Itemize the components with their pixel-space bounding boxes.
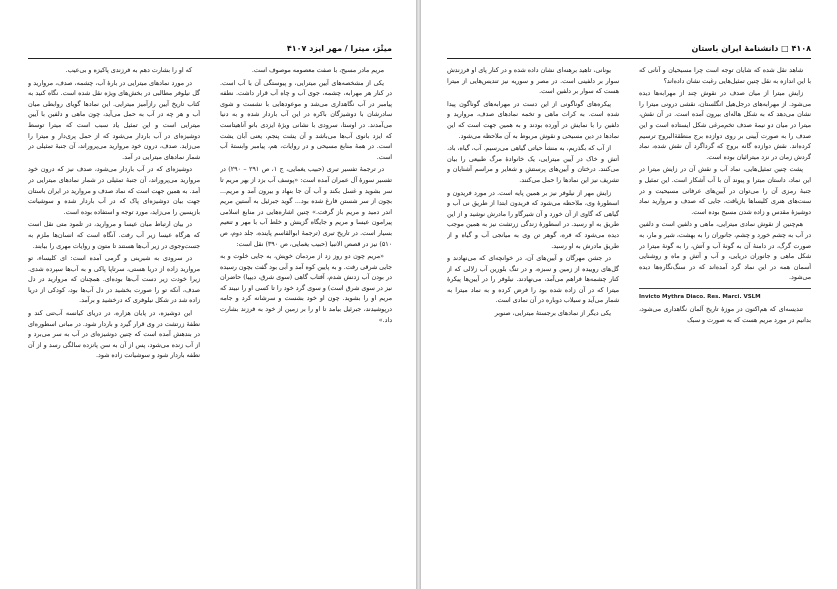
left-page-left-column	[28, 66, 200, 565]
paragraph: دوشیزه‌ای که در آب باردار می‌شود، صدف نیز که درون خود مروارید می‌پروراند، آن جنبهٔ تمثیلی در شمار نمادهای میترایی در آمد. به همین جهت است که نماد صدف و مروارید در ایران باستان جهت بیان دوشیزه‌ای پاک که در آب باردار شده و سوشیانت بازپسین را می‌زاید، مورد توجه و استفاده بوده است.	[28, 166, 200, 216]
paragraph: زایش میترا از میان صدف در نقوش چند از مهرابه‌ها دیده می‌شود. از مهرابه‌های درجل‌هیل انگلستان، نقشی درونی میترا را نشان می‌دهد که به شکل هاله‌ای بیرون آمده است. در آن نقش، میترا در میان دو نیمهٔ صدف تخم‌مرغی شکل ایستاده است و این صدف را به صورت آیینی بر روی دوازده برج منطقة‌البروج ترسیم کرده‌اند. نقش دوازده گانه بروج که گرداگرد آن نقش شده، نماد گردش زمان در نزد میترائیان بوده است.	[639, 90, 811, 161]
paragraph: در سرودی به شیرینی و گرمی آمده است: ای کلیساء، تو مروارید زاده از دریا هستی، سرتاپا پاکی و به آب‌ها سپرده شدی. زیرا خودت زیر دست آب‌ها بوده‌ای. همچنان که مروارید در دل صدف، آنکه تو را صورت بخشید در دل آب‌ها بود، کودکی از دریا زاده شد در شکل نیلوفری که درخشید و برآمد.	[28, 255, 200, 305]
paragraph: یکی از مشخصه‌های آیین میترایی، و پیوستگی آن با آب است. در کنار هر مهرابه، چشمه، جوی آب و چاه آب قرار داشت. نطفه پیامبر در آب نگاهداری می‌شد و موعودهایی با نشست و شوی سادرشان با دوشیزگان باکره در این آب باردار شده و به دنیا می‌آمدند. در اوستا، سرودی با نشانی ویژهٔ ایزدی بانو آناهیتاست که ایزد بانوی آب‌ها می‌باشد و آن یشت پنجم، یعنی آبان یشت است. در همهٔ منابع مسیحی و در روایات، هم، پیامبر وابستهٔ آب است.	[220, 79, 392, 161]
paragraph: یکی دیگر از نمادهای برجستهٔ میترایی، صنوبر	[494, 310, 611, 318]
left-page	[0, 0, 416, 589]
right-page-right-column	[639, 66, 811, 565]
paragraph: پیکره‌های گوناگونی از این دست در مهرابه‌های گوناگون پیدا شده است. به کرات ماهی و تخمه نمادهای صدف، مروارید و دلفین را با نمایش در آورده بودند و به همین جهت است که این نمادها در دین مسیحی و نقوش مربوط به آن ملاحظه می‌شود.	[447, 100, 619, 140]
caption-rule	[639, 288, 811, 289]
inscription-caption: Invicto Mythra Diaco. Res. Marci. VSLM	[639, 293, 761, 300]
paragraph: شاهد نقل شده که شایان توجه است چرا مسیحیان و آنانی که با این اندازه به نقل چنین تمثیل‌هایی رغبت نشان داده‌اند؟	[639, 67, 811, 85]
paragraph: مریم مادر مسیح، با صفت معصومه موصوف است.	[251, 67, 384, 74]
paragraph: از آب که بگذریم، به منشأ حیاتی گیاهی می‌رسیم. آب، گیاه، باد، آتش و خاک در آیین میترایی، یک خانوادهٔ مرگ طبیعی را بیان می‌کنند. درختان و آیین‌های پرستش و شعایر و مراسم آشنایان و تشریف نیز این نمادها را حمل می‌کنند.	[447, 145, 619, 184]
paragraph: در بیان ارتباط میان عیسا و مروارید، در تلمود متی نقل است که هرگاه عیسا زیر آب رفت. آنگاه است که انسان‌ها ملزم به جست‌وجوی در زیر آب‌ها هستند تا متون و روایات مهری را بیابند.	[28, 221, 200, 250]
paragraph: پشت چنین تمثیل‌هایی، نماد آب و نقش آن در زایش میترا در این نماد، داستان میترا و پیوند آن با آب آشکار است. این تمثیل و جنبهٔ رمزی آن را می‌توان در آیین‌های عرفانی مسیحیت و در سنت‌های هنری کلیساها بازیافت، جایی که صدف و مروارید نماد دوشیزهٔ مقدس و زاده شدن مسیح بوده است.	[639, 166, 811, 216]
right-page	[421, 0, 837, 589]
paragraph: که او را بشارت دهم به فرزندی پاکیزه و بی‌عیب.	[65, 67, 192, 74]
paragraph: در مورد نمادهای میترایی در بارهٔ آب، چشمه، صدف، مروارید و گل نیلوفر مطالبی در بخش‌های ویژه نقل شده است. نگاه کنید به کتاب تاریخ آیین رازآمیز میترایی. این نمادها گویای روابطی میان آب و هر چه در آب به حمل می‌آید، چون ماهی و دلفین با آیین میترایی است و این تمثیل یاد سبب است که میترا توسط دوشیزه‌ای در آب باردار می‌شود که از حمل پری‌دار و میترا را می‌زاید. صدف، درون خود مروارید می‌پروراند، آن جنبهٔ تمثیلی در شمار نمادهای میترایی در آمد.	[28, 79, 200, 161]
right-running-head: ۴۱۰۸ □ دانشنامهٔ ایران باستان	[691, 44, 811, 53]
left-running-head: میتْرَ، میترا / مهر ایزد ۴۱۰۷	[286, 44, 392, 53]
paragraph: یونانی، تاهید برهنه‌ای نشان داده شده و در کنار پای او فرزندش سوار بر دلفینی است. در مصر و سوریه نیز تندیس‌هایی از میترا هست که سوار بر دلفین است.	[447, 67, 619, 96]
paragraph: «مریم چون دو روز زد از مردمان خویش، به جایی خلوت و به جایی شرقی رفت. و به پایین کوه آمد و آبی بود گفت بچون رسیده در بودن آب زدنش شدم، آفتاب گاهی (سوی شرق، دیپیا) حاضران نیز در سوی شرق است) و سوی گرد خود را تا کسی او را نبیند که مریم او را بشوید. چون او خود بشست و سرشانه کرد و جامه درپوشیدند، جبرئیل بیامد تا او را بر زمین از خود به فرزند بشارت داد.»	[220, 253, 392, 324]
paragraph: در جشن مهرگان و آیین‌های آن، در خوانچه‌ای که می‌نهادند و گل‌های روییده از زمین و سبزه، و در تنگ بلورین آب زلالی که از کنار چشمه‌ها فراهم می‌آمد، می‌نهادند. نیلوفر را در آیین‌ها پیکرهٔ میترا که در آن زاده شده بود را فرض کرده و به نماد میترا به شمار می‌آید و سیلاب دوباره در آن نمادی است.	[447, 255, 619, 305]
paragraph: در ترجمهٔ تفسیر تبری (حبیب یغمایی، ج ۱، ص ۲۹۱ – ۲۹۰) در تفسیر سورهٔ آل عمران آمده است: «پوسف آب بزد از بهر مریم تا سر بشوید و غسل بکند و آب آن جا بنهاد و بیرون آمد و مریم... بچون از سر شستن فارغ شده بود... گوید جبرئیل به آستین مریم اندر دمید و مریم باز گرفت.» چنین اشاره‌هایی در منابع اسلامی پیرامون عیسا و مریم و جایگاه گزینش و خلط آب با مهر و تنعیم بسیار است. در تاریخ تبری (ترجمهٔ ابوالقاسم پاینده، جلد دوم، ص ۵۱۰) نیز در قصص الانبیا (حبیب یغمایی، ص ۳۹۰) نقل است:	[220, 166, 392, 248]
right-page-left-column	[447, 66, 619, 565]
paragraph: زایش مهر از نیلوفر نیز بر همین پایه است. در مورد فریدون و اسطورهٔ وی، ملاحظه می‌شود که فریدون ابتدا از طریق نی آب و گیاهی که گاوی از آن خورد و آن شیرگاو را مادرش نوشید و از این طریق به او رسید. در اسطورهٔ زندگی زرتشت نیز به همین موجب دیده می‌شود که فره، گوهر تن وی به میانجی آب و گیاه و از طریق مادرش به او رسید.	[447, 189, 619, 250]
paragraph: این دوشیزه، در پایان هزاره، در دریای کیانسه آب‌تنی کند و نطفهٔ زرتشت در وی قرار گیرد و باردار شود. در مبانی اسطوره‌ای در بندهش آمده است که چنین دوشیزه‌ای در آب به سر می‌برد و از آب زنده می‌شود، پس از آن به سن پانزده سالگی رسد و از آن نطفه باردار شود و سوشیانت زاده شود.	[28, 310, 200, 360]
paragraph: تندیسه‌ای که هم‌اکنون در موزهٔ تاریخ آلمان نگاهداری می‌شود، بدانیم در مورد مریم هست که به صورت و سبک	[639, 306, 811, 325]
right-header-rule	[447, 58, 811, 59]
left-page-right-column	[220, 66, 392, 565]
paragraph: هم‌چنین از نقوش نمادی میترایی، ماهی و دلفین است و دلفین در آب به چشم خورد و چشم، جانوران را به بهشت، شیر و مار، به صورت گرگ، در دامنهٔ آن به گونهٔ آب و آتش، را به گونهٔ میترا در شکل ماهی و جانوران دریایی، و آب و آتش و ماه و روشنایی آسمان همه در این نماد گرد آمده‌اند که در سنگ‌نگاره‌ها دیده می‌شود.	[639, 221, 811, 282]
left-header-rule	[28, 58, 392, 59]
